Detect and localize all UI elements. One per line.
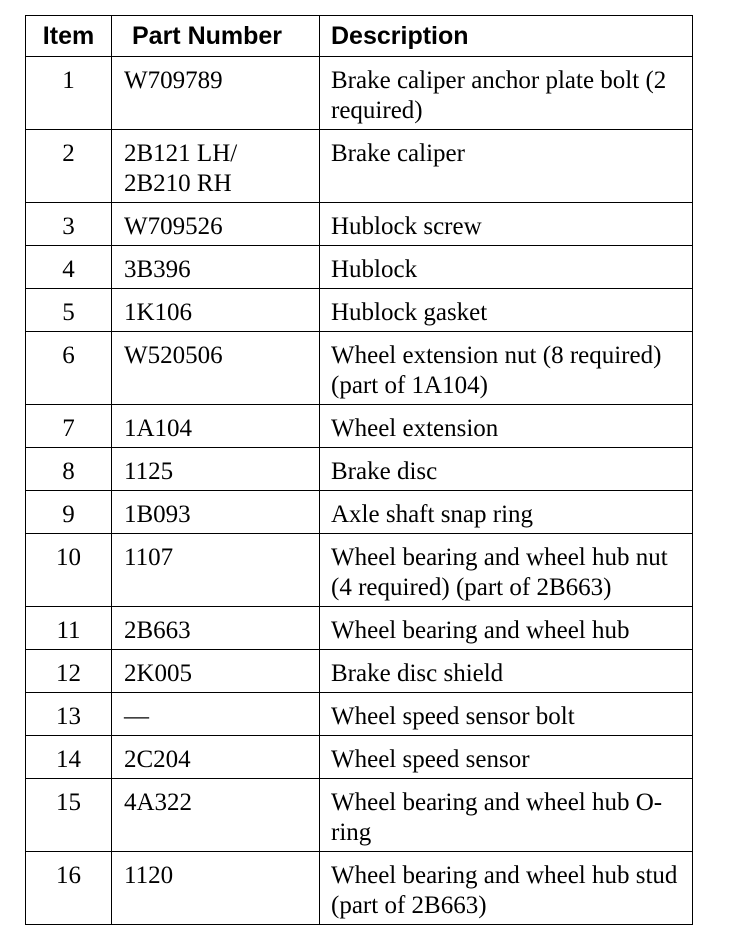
part-number-line: 2B663 <box>124 617 191 644</box>
description: Wheel bearing and wheel hub nut (4 required) (part of 2B663) <box>320 534 693 607</box>
part-number-line: 1120 <box>124 862 174 889</box>
part-number-line: 1K106 <box>124 299 193 326</box>
table-row <box>26 203 693 246</box>
item-number: 12 <box>26 650 112 693</box>
item-number: 7 <box>26 405 112 448</box>
part-number <box>112 57 320 130</box>
item-number: 3 <box>26 203 112 246</box>
part-number-line: W709789 <box>124 67 223 94</box>
description: Brake caliper anchor plate bolt (2 required) <box>320 57 693 130</box>
description: Wheel extension <box>320 405 693 448</box>
part-number <box>112 693 320 736</box>
description: Hublock screw <box>320 203 693 246</box>
item-number: 15 <box>26 779 112 852</box>
description: Hublock <box>320 246 693 289</box>
description: Hublock gasket <box>320 289 693 332</box>
table-row <box>26 607 693 650</box>
part-number <box>112 607 320 650</box>
part-number-line: 2B121 LH/ <box>124 140 238 167</box>
table-row <box>26 534 693 607</box>
description: Brake caliper <box>320 130 693 203</box>
part-number-line: 1125 <box>124 458 174 485</box>
part-number <box>112 203 320 246</box>
part-number <box>112 405 320 448</box>
part-number-line: 2C204 <box>124 746 191 773</box>
item-number: 5 <box>26 289 112 332</box>
part-number-line: W709526 <box>124 213 223 240</box>
description: Brake disc shield <box>320 650 693 693</box>
part-number-line: 3B396 <box>124 256 191 283</box>
part-number-line: 4A322 <box>124 789 193 816</box>
part-number <box>112 130 320 203</box>
item-number: 14 <box>26 736 112 779</box>
part-number <box>112 289 320 332</box>
part-number <box>112 491 320 534</box>
part-number-line: — <box>124 703 149 730</box>
table-row <box>26 405 693 448</box>
part-number-line: 1107 <box>124 544 174 571</box>
header-item: Item <box>26 16 112 57</box>
item-number: 8 <box>26 448 112 491</box>
item-number: 10 <box>26 534 112 607</box>
item-number: 2 <box>26 130 112 203</box>
description: Wheel bearing and wheel hub <box>320 607 693 650</box>
part-number <box>112 779 320 852</box>
table-row <box>26 779 693 852</box>
table-row <box>26 491 693 534</box>
part-number-line: W520506 <box>124 342 223 369</box>
part-number-line: 2B210 RH <box>124 170 232 197</box>
table-row <box>26 736 693 779</box>
description: Wheel bearing and wheel hub O-ring <box>320 779 693 852</box>
part-number <box>112 534 320 607</box>
part-number <box>112 246 320 289</box>
description: Wheel speed sensor bolt <box>320 693 693 736</box>
part-number <box>112 736 320 779</box>
description: Wheel speed sensor <box>320 736 693 779</box>
header-row <box>26 16 693 57</box>
item-number: 16 <box>26 852 112 925</box>
item-number: 4 <box>26 246 112 289</box>
item-number: 13 <box>26 693 112 736</box>
description: Axle shaft snap ring <box>320 491 693 534</box>
description: Wheel bearing and wheel hub stud (part of 2B663) <box>320 852 693 925</box>
table-row <box>26 852 693 925</box>
part-number <box>112 448 320 491</box>
part-number-line: 2K005 <box>124 660 193 687</box>
table-row <box>26 693 693 736</box>
table-row <box>26 246 693 289</box>
table-row <box>26 57 693 130</box>
table-row <box>26 448 693 491</box>
table-row <box>26 650 693 693</box>
table-row <box>26 289 693 332</box>
item-number: 6 <box>26 332 112 405</box>
header-part-number: Part Number <box>112 16 320 57</box>
description: Wheel extension nut (8 required) (part of 1A104) <box>320 332 693 405</box>
table-row <box>26 332 693 405</box>
part-number <box>112 852 320 925</box>
part-number <box>112 332 320 405</box>
part-number-line: 1B093 <box>124 501 191 528</box>
part-number-line: 1A104 <box>124 415 193 442</box>
table-body <box>26 57 693 925</box>
header-description: Description <box>320 16 693 57</box>
table-row <box>26 130 693 203</box>
item-number: 11 <box>26 607 112 650</box>
parts-table <box>25 15 693 925</box>
item-number: 9 <box>26 491 112 534</box>
item-number: 1 <box>26 57 112 130</box>
description: Brake disc <box>320 448 693 491</box>
part-number <box>112 650 320 693</box>
